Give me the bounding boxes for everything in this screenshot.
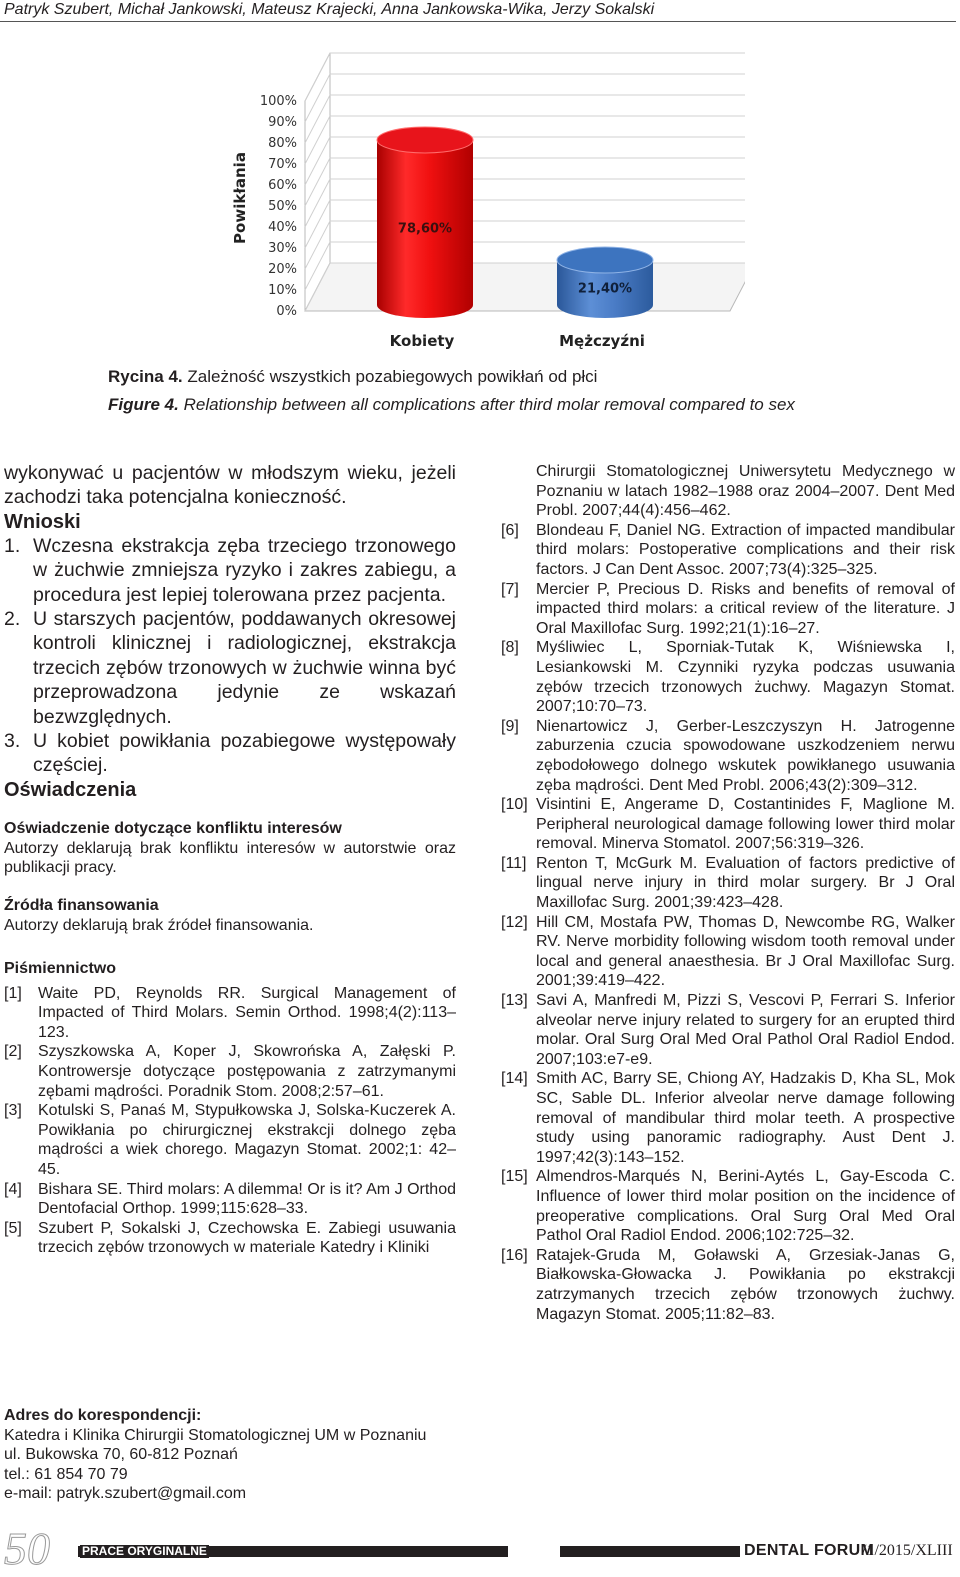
y-tick-label: 90% (268, 115, 297, 130)
reference-number: [4] (4, 1180, 22, 1198)
left-column (4, 461, 456, 1258)
conflict-text: Autorzy deklarują brak konfliktu interesów w autorstwie oraz publikacji pracy. (4, 839, 456, 877)
data-label: 21,40% (577, 281, 633, 297)
reference-text: Waite PD, Reynolds RR. Surgical Management of Impacted of Third Molars. Semin Orthod. 1998;4(2):113–123. (38, 984, 456, 1041)
reference-text: Hill CM, Mostafa PW, Thomas D, Newcombe RG, Walker RV. Nerve morbidity following wisdom tooth removal under local and general anaesthesia. Br J Oral Maxillofac Surg. 2001;39:419–422. (536, 913, 955, 990)
conclusions-heading: Wnioski (4, 510, 81, 533)
conflict-heading: Oświadczenie dotyczące konfliktu interesów (4, 819, 342, 837)
conclusion-text: U starszych pacjentów, poddawanych okresowej kontroli klinicznej i radiologicznej, ekstrakcja trzecich zębów trzonowych w żuchwie winna być przeprowadzona jedynie ze wskazań bezwzględnych. (33, 608, 456, 728)
references-list-left (4, 984, 456, 1258)
reference-number: [10] (501, 796, 528, 814)
reference-item (501, 580, 955, 639)
reference-item (501, 638, 955, 716)
address-line: Katedra i Klinika Chirurgii Stomatologicznej UM w Poznaniu (4, 1426, 427, 1444)
caption-label-en: Figure 4. (108, 395, 179, 414)
bar-top (377, 127, 473, 153)
y-axis-label: Powikłania (231, 152, 249, 244)
reference-text: Renton T, McGurk M. Evaluation of factors predictive of lingual nerve injury in third molar surgery. Br J Oral Maxillofac Surg. 2001;39:423–428. (536, 854, 955, 912)
reference-text: Myśliwiec L, Sporniak-Tutak K, Wiśniewska I, Lesiankowski M. Czynniki ryzyka podczas usuwania zębów trzecich trzonowych żuchwy. Magazyn Stomat. 2007;10:70–73. (536, 639, 955, 716)
funding-text: Autorzy deklarują brak źródeł finansowania. (4, 917, 314, 935)
reference-text: Szyszkowska A, Koper J, Skowrońska A, Załęski P. Kontrowersje dotyczące postępowania z zatrzymanymi zębami mądrości. Poradnik Stom. 2008;2:57–61. (38, 1043, 456, 1100)
reference-item (501, 795, 955, 854)
chart-floor (305, 263, 745, 311)
reference-item (4, 984, 456, 1043)
references-heading: Piśmiennictwo (4, 959, 117, 977)
figure-caption-en (108, 395, 795, 415)
references-list-right (501, 521, 955, 1324)
reference-number: [14] (501, 1070, 528, 1088)
y-tick-label: 20% (268, 262, 297, 277)
reference-number: [5] (4, 1219, 22, 1237)
declarations-heading: Oświadczenia (4, 778, 137, 801)
x-category-label: Mężczyźni (559, 332, 645, 350)
y-tick-label: 40% (268, 220, 297, 235)
reference-text: Savi A, Manfredi M, Pizzi S, Vescovi P, Ferrari S. Inferior alveolar nerve injury related to surgery for an erupted third molar. Oral Surg Oral Med Oral Pathol Oral Radiol Endod. 2007;103:e7-e9. (536, 992, 955, 1068)
reference-text: Visintini E, Angerame D, Costantinides F, Maglione M. Peripheral neurological damage following lower third molar removal. Minerva Stomatol. 2007;56:319–326. (536, 796, 955, 853)
figure-caption-pl (108, 367, 597, 387)
reference-item (501, 1069, 955, 1167)
reference-text: Mercier P, Precious D. Risks and benefits of removal of impacted third molars: a critical review of the literature. J Oral Maxillofac Surg. 1992;21(1):16–27. (536, 580, 955, 637)
reference-number: [11] (501, 854, 527, 872)
reference-number: [1] (4, 984, 22, 1002)
reference-number: [3] (4, 1102, 22, 1120)
reference-text: Ratajek-Gruda M, Goławski A, Grzesiak-Janas G, Białkowska-Głowacka J. Powikłania po ekstrakcji zatrzymanych trzecich zębów trzonowych żuchwy. Magazyn Stomat. 2005;11:82–83. (536, 1246, 955, 1323)
address-line: ul. Bukowska 70, 60-812 Poznań (4, 1446, 238, 1464)
conclusion-item (4, 534, 456, 607)
reference-item (4, 1219, 456, 1258)
correspondence-address (4, 1406, 426, 1504)
page-number: 50 (4, 1523, 50, 1574)
reference-item (501, 521, 955, 580)
reference-text: Szubert P, Sokalski J, Czechowska E. Zabiegi usuwania trzecich zębów trzonowych w materiale Katedry i Kliniki (38, 1219, 456, 1257)
reference-item (4, 1101, 456, 1179)
y-tick-label: 10% (268, 283, 297, 298)
funding-heading: Źródła finansowania (4, 897, 159, 915)
reference-number: [13] (501, 992, 528, 1010)
reference-number: [7] (501, 580, 519, 598)
reference-item (501, 1246, 955, 1324)
reference-text: Blondeau F, Daniel NG. Extraction of impacted mandibular third molars: Postoperative complications and their risk factors. J Can Dent Assoc. 2007;73(4):325–325. (536, 521, 955, 578)
reference-number: [12] (501, 913, 528, 931)
bar-top (557, 247, 653, 273)
address-title: Adres do korespondencji: (4, 1407, 202, 1424)
reference-item (501, 1167, 955, 1245)
reference-text: Bishara SE. Third molars: A dilemma! Or is it? Am J Orthod Dentofacial Orthop. 1999;115:628–33. (38, 1180, 456, 1218)
y-tick-label: 60% (268, 178, 297, 193)
reference-text: Kotulski S, Panaś M, Stypułkowska J, Solska-Kuczerek A. Powikłania po chirurgicznej ekstrakcji dolnego zęba mądrości a wiek chorego. Magazyn Stomat. 2002;1: 42–45. (38, 1102, 456, 1178)
reference-text: Nienartowicz J, Gerber-Leszczyszyn H. Jatrogenne zaburzenia czucia spowodowane uszkodzeniem nerwu zębodołowego dolnego wskutek powikłanego usuwania zęba mądrości. Dent Med Probl. 2006;43(2):309–312. (536, 717, 955, 794)
header-rule (0, 21, 956, 22)
intro-paragraph: wykonywać u pacjentów w młodszym wieku, jeżeli zachodzi taka potencjalna konieczność. (4, 462, 456, 509)
reference-number: [15] (501, 1168, 528, 1186)
running-header-authors: Patryk Szubert, Michał Jankowski, Mateusz Krajecki, Anna Jankowska-Wika, Jerzy Sokalski (4, 1, 655, 18)
reference-item (4, 1042, 456, 1101)
reference-5-continued: Chirurgii Stomatologicznej Uniwersytetu Medycznego w Poznaniu w latach 1982–1988 oraz 2004–2007. Dent Med Probl. 2007;44(4):456–462. (536, 463, 955, 520)
reference-number: [9] (501, 717, 519, 735)
reference-item (501, 913, 955, 991)
address-email: e-mail: patryk.szubert@gmail.com (4, 1485, 247, 1503)
reference-item (501, 991, 955, 1069)
conclusion-item (4, 607, 456, 729)
x-category-label: Kobiety (389, 332, 455, 350)
conclusion-text: Wczesna ekstrakcja zęba trzeciego trzonowego w żuchwie zmniejsza ryzyko i zakres zabiegu, a procedura jest lepiej tolerowana przez pacjenta. (33, 534, 456, 606)
y-tick-label: 50% (268, 199, 297, 214)
reference-item (4, 1180, 456, 1219)
reference-number: [2] (4, 1043, 22, 1061)
reference-item (501, 717, 955, 795)
address-phone: tel.: 61 854 70 79 (4, 1465, 128, 1483)
y-tick-label: 0% (276, 304, 297, 319)
y-tick-label: 100% (259, 94, 297, 109)
caption-text-pl: Zależność wszystkich pozabiegowych powikłań od płci (182, 367, 598, 386)
bar-chart (225, 46, 745, 356)
conclusion-number: 3. (4, 730, 21, 753)
y-tick-label: 70% (268, 157, 297, 172)
right-column (501, 462, 955, 1324)
conclusion-number: 2. (4, 608, 21, 631)
caption-label-pl: Rycina 4. (108, 367, 183, 386)
journal-issue: /1/2015/XLIII (862, 1542, 953, 1559)
reference-number: [16] (501, 1246, 528, 1264)
y-tick-label: 80% (268, 136, 297, 151)
caption-text-en: Relationship between all complications after third molar removal compared to sex (178, 395, 795, 414)
conclusion-item (4, 729, 456, 778)
y-tick-label: 30% (268, 241, 297, 256)
footer-bar-right (560, 1546, 740, 1557)
reference-number: [8] (501, 639, 519, 657)
reference-number: [6] (501, 521, 519, 539)
reference-item (501, 854, 955, 913)
reference-text: Smith AC, Barry SE, Chiong AY, Hadzakis D, Kha SL, Mok SC, Sable DL. Inferior alveolar nerve damage following removal of mandibular third molar teeth. A prospective study using panoramic radiography. Aust Dent J. 1997;42(3):143–152. (536, 1070, 955, 1166)
journal-name: DENTAL FORUM (744, 1542, 875, 1559)
conclusion-number: 1. (4, 534, 21, 557)
reference-text: Almendros-Marqués N, Berini-Aytés L, Gay-Escoda C. Influence of lower third molar position on the incidence of preoperative complications. Oral Surg Oral Med Oral Pathol Oral Radiol Endod. 2006;102:725–32. (536, 1168, 955, 1245)
data-label: 78,60% (397, 221, 453, 237)
conclusion-text: U kobiet powikłania pozabiegowe występowały częściej. (33, 730, 456, 777)
conclusions-list (4, 534, 456, 778)
section-label: PRACE ORYGINALNE (82, 1544, 207, 1558)
